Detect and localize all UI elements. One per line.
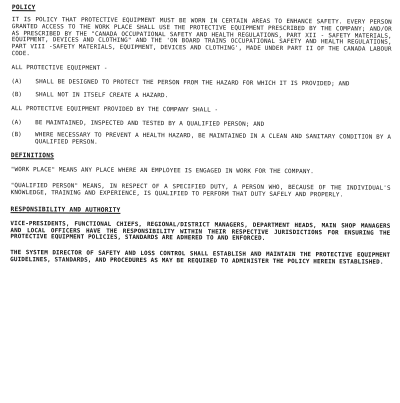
list-item-text: SHALL BE DESIGNED TO PROTECT THE PERSON FROM THE HAZARD FOR WHICH IT IS PROVIDED; AND xyxy=(35,78,350,88)
list-item-text: WHERE NECESSARY TO PREVENT A HEALTH HAZARD, BE MAINTAINED IN A CLEAN AND SANITARY CONDITION BY A QUALIFIED PERSON. xyxy=(34,132,392,146)
list-item xyxy=(11,132,391,148)
responsibility-heading: RESPONSIBILITY AND AUTHORITY xyxy=(10,205,121,214)
definition-work-place: "WORK PLACE" MEANS ANY PLACE WHERE AN EMPLOYEE IS ENGAGED IN WORK FOR THE COMPANY. xyxy=(10,167,314,176)
policy-paragraph: IT IS POLICY THAT PROTECTIVE EQUIPMENT MUST BE WORN IN CERTAIN AREAS TO ENHANCE SAFETY. EVERY PERSON GRANTED ACCESS TO THE WORK PLACE SHALL USE THE PROTECTIVE EQUIPMENT PRESCRIBED BY THE COMPANY; AND/OR AS PRESCRIBED BY THE "CANADA OCCUPATIONAL SAFETY AND HEALTH REGULATIONS, PART XII - SAFETY MATERIALS, EQUIPMENT, DEVICES AND CLOTHING" AND THE 'ON BOARD TRAINS OCCUPATIONAL SAFETY AND HEALTH REGULATIONS, PART VIII -SAFETY MATERIALS, EQUIPMENT, DEVICES AND CLOTHING', MADE UNDER PART II OF THE CANADA LABOUR CODE. xyxy=(11,17,392,58)
company-equipment-intro: ALL PROTECTIVE EQUIPMENT PROVIDED BY THE COMPANY SHALL - xyxy=(11,106,219,114)
list-item-label: (B) xyxy=(11,92,22,99)
list-item-label: (B) xyxy=(11,131,22,138)
responsibility-paragraph-2: THE SYSTEM DIRECTOR OF SAFETY AND LOSS CONTROL SHALL ESTABLISH AND MAINTAIN THE PROTECTIVE EQUIPMENT GUIDELINES, STANDARDS, AND PROCEDURES AS MAY BE REQUIRED TO ADMINISTER THE POLICY HEREIN ESTABLISHED. xyxy=(10,250,391,266)
list-item-label: (A) xyxy=(11,78,23,85)
policy-heading: POLICY xyxy=(11,4,36,12)
definitions-heading: DEFINITIONS xyxy=(10,152,55,160)
list-item-text: SHALL NOT IN ITSELF CREATE A HAZARD. xyxy=(35,92,169,100)
list-item-text: BE MAINTAINED, INSPECTED AND TESTED BY A QUALIFIED PERSON; AND xyxy=(35,120,265,128)
all-equipment-intro: ALL PROTECTIVE EQUIPMENT - xyxy=(11,64,108,72)
responsibility-paragraph-1: VICE-PRESIDENTS, FUNCTIONAL CHIEFS, REGIONAL/DISTRICT MANAGERS, DEPARTMENT HEADS, MAIN SHOP MANAGERS AND LOCAL OFFICERS HAVE THE RESPONSIBILITY WITHIN THEIR RESPECTIVE JURISDICTIONS FOR ENSURING THE PROTECTIVE EQUIPMENT POLICIES, STANDARDS ARE ADHERED TO AND ENFORCED. xyxy=(10,220,391,243)
list-item-label: (A) xyxy=(11,120,22,127)
definition-qualified-person: "QUALIFIED PERSON" MEANS, IN RESPECT OF A SPECIFIED DUTY, A PERSON WHO, BECAUSE OF THE INDIVIDUAL'S KNOWLEDGE, TRAINING AND EXPERIENCE, IS QUALIFIED TO PERFORM THAT DUTY SAFELY AND PROPERLY. xyxy=(10,183,391,199)
